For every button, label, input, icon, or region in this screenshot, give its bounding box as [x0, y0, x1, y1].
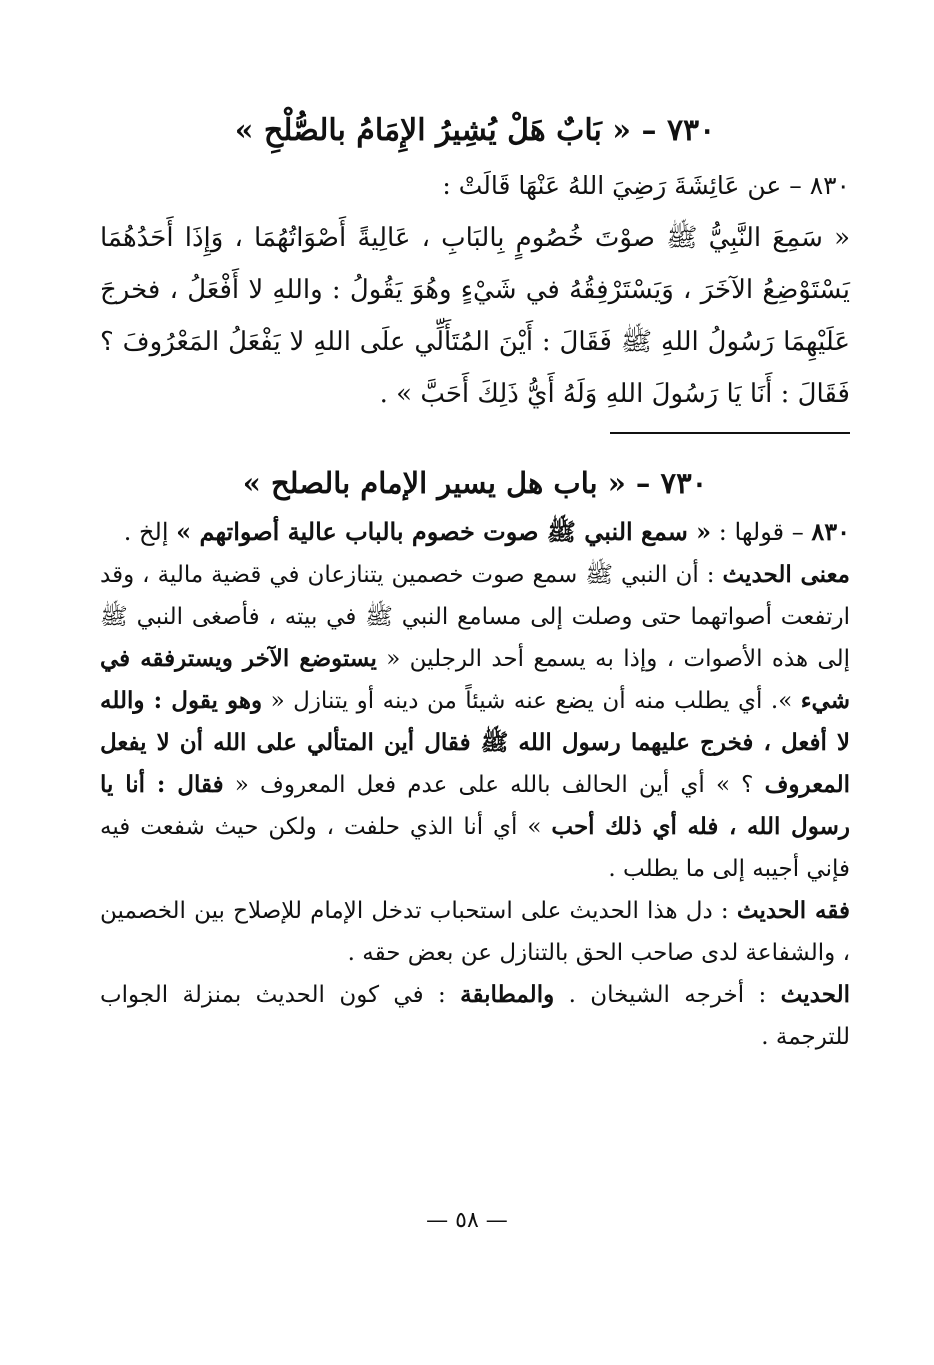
meaning-text-1: : أن النبي ﷺ سمع صوت خصمين يتنازعان في قضية مالية ، وقد ارتفعت أصواتهما حتى وصلت إلى مسامع النبي ﷺ في بيته ، فأصغى النبي ﷺ إلى هذه الأصوات ، وإذا به يسمع أحد الرجلين « — [100, 562, 851, 672]
fiqh-label: فقه الحديث — [736, 897, 850, 924]
meaning-bold-2: وهو يقول : والله لا أفعل ، فخرج عليهما رسول الله ﷺ فقال أين المتألي على الله أن لا يفعل المعروف — [100, 687, 850, 798]
divider-wrapper — [100, 420, 850, 446]
takhrij-paragraph — [100, 974, 850, 1058]
commentary-title: ٧٣٠ – « باب هل يسير الإمام بالصلح » — [242, 466, 708, 500]
commentary-hadith-line — [100, 510, 850, 554]
meaning-text-4: » أي أنا الذي حلفت ، ولكن حيث شفعت فيه فإني أجيبه إلى ما يطلب . — [100, 814, 850, 882]
commentary-hadith-quote: « سمع النبي ﷺ صوت خصوم بالباب عالية أصواتهم » — [176, 517, 712, 546]
match-text: : في كون الحديث بمنزلة الجواب للترجمة . — [100, 982, 850, 1050]
commentary-hadith-number: ٨٣٠ — [811, 517, 850, 546]
match-label: والمطابقة — [460, 981, 555, 1008]
meaning-label: معنى الحديث — [722, 561, 850, 588]
meaning-bold-1: يستوضع الآخر ويسترفقه في شيء — [100, 645, 850, 714]
fiqh-paragraph — [100, 890, 850, 974]
section-title: ٧٣٠ – « بَابٌ هَلْ يُشِيرُ الإِمَامُ بالصُّلْحِ » — [234, 113, 716, 148]
meaning-bold-3: فقال : أنا يا رسول الله ، فله أي ذلك أحب — [100, 771, 850, 840]
hadith-text: « سَمِعَ النَّبِيُّ ﷺ صوْتَ خُصُومٍ بِالبَابِ ، عَالِيةً أَصْوَاتُهُمَا ، وَإِذَا أَحَدُهُمَا يَسْتَوْضِعُ الآخَرَ ، وَيَسْتَرْفِقُهُ في شَيْءٍ وهُوَ يَقُولُ : واللهِ لا أَفْعَلُ ، فخرجَ عَلَيْهِمَا رَسُولُ اللهِ ﷺ فَقَالَ : أَيْنَ المُتَأَلِّي علَى اللهِ لا يَفْعَلُ المَعْرُوفَ ؟ فَقَالَ : أَنَا يَا رَسُولَ اللهِ وَلَهُ أَيُّ ذَلِكَ أَحَبَّ » . — [100, 223, 850, 409]
hadith-label: الحديث — [780, 981, 850, 1008]
meaning-text-3: ؟ » أي أين الحالف بالله على عدم فعل المعروف « — [223, 772, 765, 798]
divider-line — [610, 432, 850, 434]
page-content — [100, 104, 850, 1058]
meaning-text-2: ». أي يطلب منه أن يضع عنه شيئاً من دينه أو يتنازل « — [262, 688, 801, 714]
takhrij-text: : أخرجه الشيخان . — [554, 982, 781, 1008]
fiqh-text: : دل هذا الحديث على استحباب تدخل الإمام للإصلاح بين الخصمين ، والشفاعة لدى صاحب الحق بالتنازل عن بعض حقه . — [100, 898, 850, 966]
commentary-hadith-intro: – قولها : — [711, 518, 812, 546]
meaning-paragraph — [100, 554, 850, 890]
page-number: — ٥٨ — — [426, 1208, 508, 1233]
hadith-intro: ٨٣٠ – عن عَائِشَةَ رَضِيَ اللهُ عَنْهَا قَالَتْ : — [442, 171, 850, 200]
commentary-hadith-end: إلخ . — [123, 518, 177, 546]
